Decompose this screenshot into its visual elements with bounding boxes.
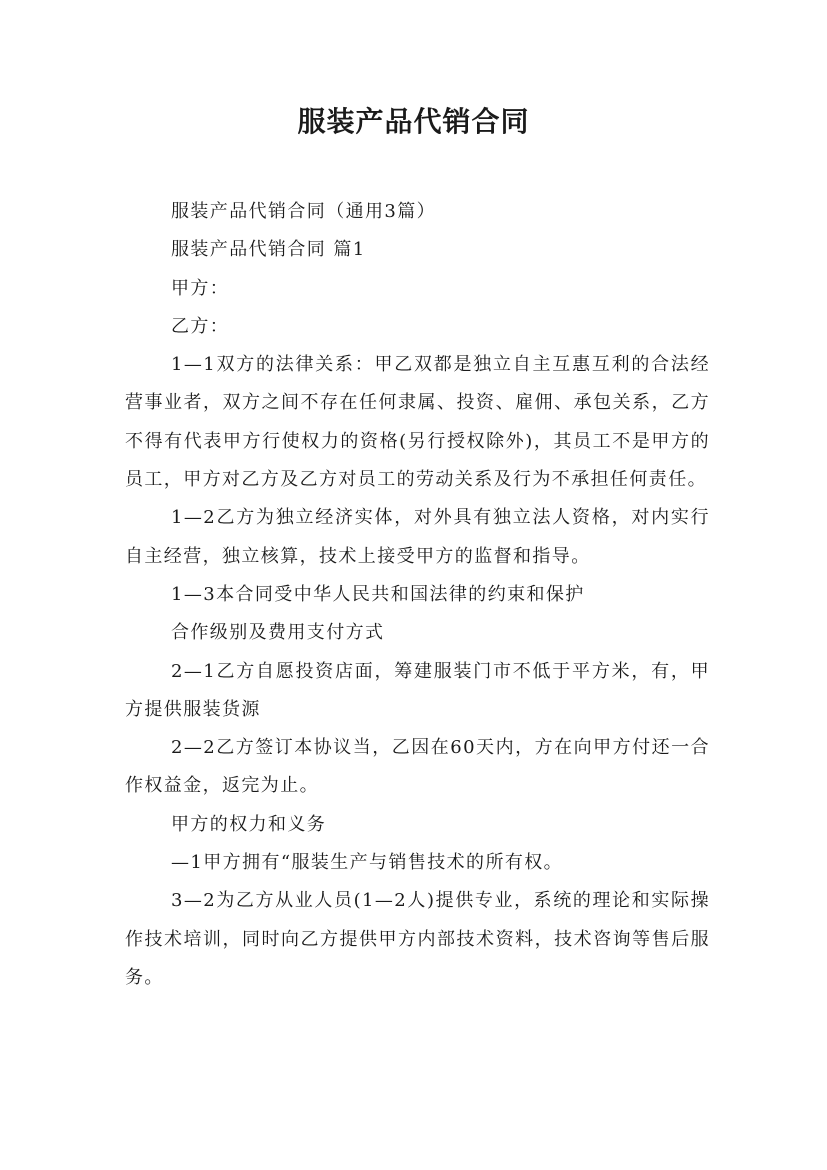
- paragraph-party-a: 甲方：: [171, 277, 230, 299]
- paragraph-clause-3-2: 3—2为乙方从业人员(1—2人)提供专业，系统的理论和实际操作技术培训，同时向乙方提供甲方内部技术资料，技术咨询等售后服务。: [125, 890, 710, 988]
- paragraph-clause-1-3: 1—3本合同受中华人民共和国法律的约束和保护: [171, 583, 585, 605]
- document-body: [125, 193, 710, 997]
- paragraph-party-b: 乙方：: [171, 315, 230, 337]
- paragraph-section-rights: 甲方的权力和义务: [171, 813, 327, 835]
- paragraph-clause-1-1: 1—1双方的法律关系：甲乙双都是独立自主互惠互利的合法经营事业者，双方之间不存在任何隶属、投资、雇佣、承包关系，乙方不得有代表甲方行使权力的资格(另行授权除外)，其员工不是甲方的员工，甲方对乙方及乙方对员工的劳动关系及行为不承担任何责任。: [125, 354, 710, 491]
- document-title: 服装产品代销合同: [297, 105, 530, 138]
- paragraph-heading: 服装产品代销合同（通用3篇）: [171, 201, 437, 222]
- paragraph-clause-1-2: 1—2乙方为独立经济实体，对外具有独立法人资格，对内实行自主经营，独立核算，技术上接受甲方的监督和指导。: [125, 507, 710, 567]
- paragraph-section-cooperation: 合作级别及费用支付方式: [171, 622, 385, 644]
- paragraph-clause-3-1: —1甲方拥有“服装生产与销售技术的所有权。: [171, 852, 564, 874]
- paragraph-subheading: 服装产品代销合同 篇1: [171, 239, 366, 261]
- paragraph-clause-2-2: 2—2乙方签订本协议当，乙因在60天内，方在向甲方付还一合作权益金，返完为止。: [125, 737, 710, 797]
- paragraph-clause-2-1: 2—1乙方自愿投资店面，筹建服装门市不低于平方米，有，甲方提供服装货源: [125, 660, 710, 720]
